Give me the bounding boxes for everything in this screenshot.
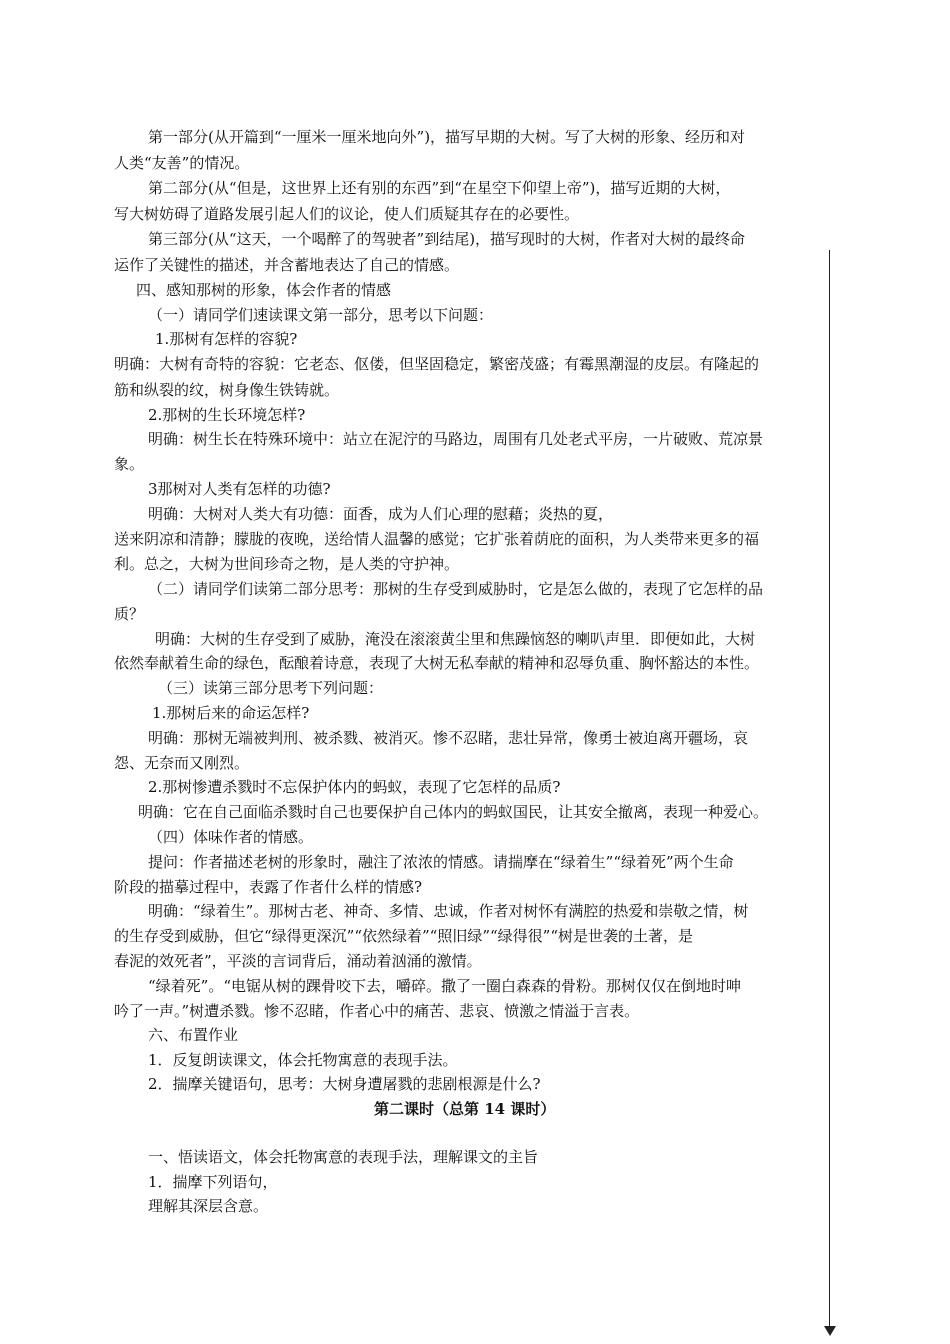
section-heading: 四、感知那树的形象，体会作者的情感 xyxy=(136,281,392,299)
text-line: 明确：那树无端被判刑、被杀戮、被消灭。惨不忍睹，悲壮异常，像勇士被迫离开疆场，哀 xyxy=(148,729,749,747)
text-line: 吟了一声。”树遭杀戮。惨不忍睹，作者心中的痛苦、悲哀、愤激之情溢于言表。 xyxy=(114,1002,640,1020)
subsection-heading: （一）请同学们速读课文第一部分，思考以下问题： xyxy=(148,306,494,324)
text-line: 提问：作者描述老树的形象时，融注了浓浓的情感。请揣摩在“绿着生”“绿着死”两个生命 xyxy=(148,853,734,871)
lesson-title: 第二课时（总第 14 课时） xyxy=(374,1100,556,1118)
text-line: 第二部分(从“但是，这世界上还有别的东西”到“在星空下仰望上帝”)，描写近期的大树， xyxy=(148,179,731,197)
text-line: 运作了关键性的描述，并含蓄地表达了自己的情感。 xyxy=(114,256,460,274)
subsection-heading: （四）体味作者的情感。 xyxy=(148,828,314,846)
text-line: 的生存受到威胁，但它“绿得更深沉”“依然绿着”“照旧绿”“绿得很”“树是世袭的土著，是 xyxy=(114,927,694,945)
text-line: “绿着死”。“电锯从树的踝骨咬下去，嚼碎。撒了一圈白森森的骨粉。那树仅仅在倒地时呻 xyxy=(148,977,742,995)
text-line: 阶段的描摹过程中，表露了作者什么样的情感? xyxy=(114,878,423,896)
text-line: 写大树妨碍了道路发展引起人们的议论，使人们质疑其存在的必要性。 xyxy=(114,205,580,223)
text-line: 明确：“绿着生”。那树古老、神奇、多情、忠诚，作者对树怀有满腔的热爱和崇敬之情，树 xyxy=(148,902,749,920)
text-line: 依然奉献着生命的绿色，酝酿着诗意，表现了大树无私奉献的精神和忍辱负重、胸怀豁达的本性。 xyxy=(114,654,760,672)
text-line: 理解其深层含意。 xyxy=(148,1197,269,1215)
text-line: 筋和纵裂的纹，树身像生铁铸就。 xyxy=(114,381,340,399)
text-line: 人类“友善”的情况。 xyxy=(114,154,250,172)
question: 1.那树有怎样的容貌? xyxy=(155,330,298,348)
text-line: 明确：它在自己面临杀戮时自己也要保护自己体内的蚂蚁国民，让其安全撤离，表现一种爱心。 xyxy=(138,803,769,821)
question: 3那树对人类有怎样的功德? xyxy=(148,480,331,498)
homework-item: 1．反复朗读课文，体会托物寓意的表现手法。 xyxy=(148,1051,458,1069)
text-line: 明确：大树有奇特的容貌：它老态、伛偻，但坚固稳定，繁密茂盛；有霉黑潮湿的皮层。有隆起的 xyxy=(114,355,760,373)
text-line: 明确：大树的生存受到了威胁，淹没在滚滚黄尘里和焦躁恼怒的喇叭声里．即便如此，大树 xyxy=(155,630,756,648)
question: 2.那树的生长环境怎样? xyxy=(148,406,306,424)
section-heading: 六、布置作业 xyxy=(148,1026,239,1044)
text-line: 春泥的效死者”，平淡的言词背后，涌动着汹涌的激情。 xyxy=(114,952,482,970)
text-line: 明确：大树对人类大有功德：面香，成为人们心理的慰藉；炎热的夏， xyxy=(148,505,614,523)
homework-item: 2．揣摩关键语句，思考：大树身遭屠戮的悲剧根源是什么? xyxy=(148,1075,541,1093)
text-line: 送来阴凉和清静；朦胧的夜晚，送给情人温馨的感觉；它扩张着荫庇的面积，为人类带来更多的福 xyxy=(114,530,760,548)
text-line: 质？ xyxy=(114,605,145,623)
text-line: 第三部分(从“这天，一个喝醉了的驾驶者”到结尾)，描写现时的大树，作者对大树的最终命 xyxy=(148,230,746,248)
arrow-down-icon xyxy=(824,1326,836,1336)
margin-vertical-line xyxy=(829,250,830,1328)
text-line: 1．揣摩下列语句， xyxy=(148,1173,278,1191)
question: 2.那树惨遭杀戮时不忘保护体内的蚂蚁，表现了它怎样的品质? xyxy=(148,778,561,796)
subsection-heading: （三）读第三部分思考下列问题： xyxy=(158,679,384,697)
section-heading: 一、悟读语文，体会托物寓意的表现手法，理解课文的主旨 xyxy=(148,1148,539,1166)
text-line: 明确：树生长在特殊环境中：站立在泥泞的马路边，周围有几处老式平房，一片破败、荒凉景 xyxy=(148,430,764,448)
text-line: 利。总之，大树为世间珍奇之物，是人类的守护神。 xyxy=(114,555,460,573)
question: 1.那树后来的命运怎样? xyxy=(152,704,310,722)
text-line: 象。 xyxy=(114,455,145,473)
text-line: 怨、无奈而又刚烈。 xyxy=(114,754,250,772)
text-line: 第一部分(从开篇到“一厘米一厘米地向外”)，描写早期的大树。写了大树的形象、经历和对 xyxy=(148,128,746,146)
subsection-heading: （二）请同学们读第二部分思考：那树的生存受到威胁时，它是怎么做的，表现了它怎样的品 xyxy=(148,580,764,598)
